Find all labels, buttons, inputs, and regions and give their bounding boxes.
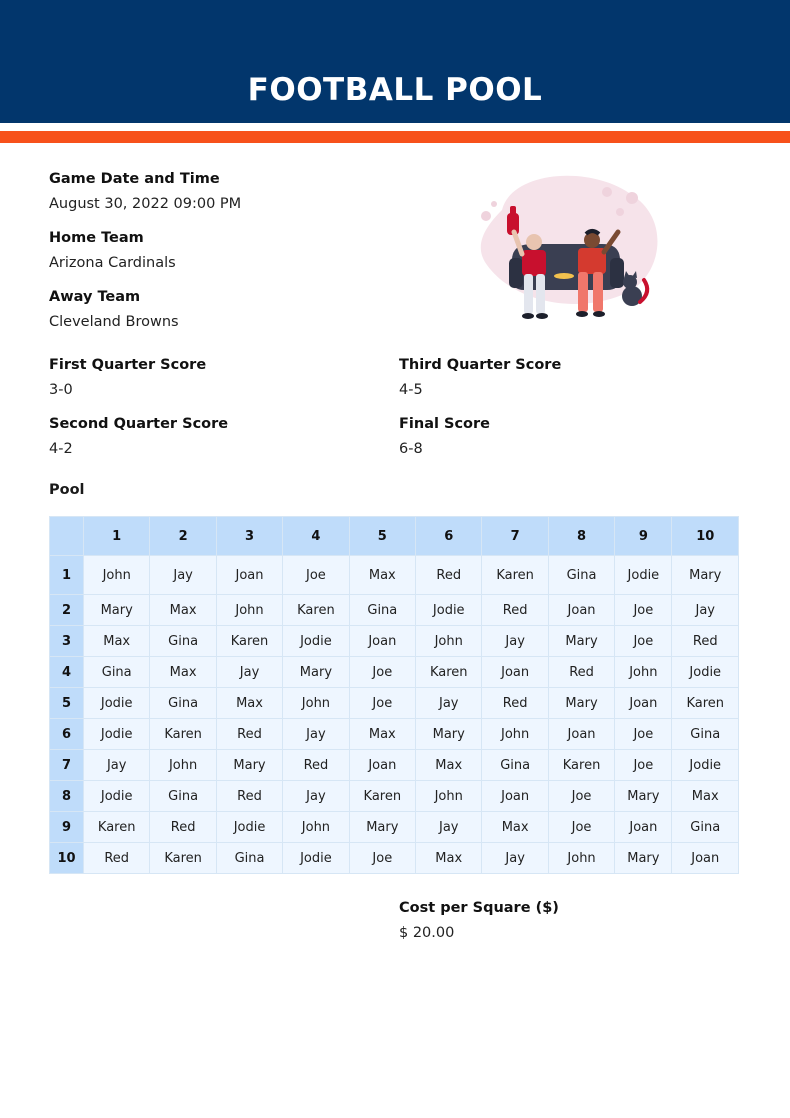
- first-quarter-value: 3-0: [49, 382, 73, 398]
- pool-column-header: 4: [283, 517, 349, 556]
- pool-cell: Red: [672, 626, 739, 657]
- pool-row-header: 4: [50, 657, 84, 688]
- away-team-field: [49, 287, 179, 332]
- pool-cell: John: [416, 781, 482, 812]
- pool-row-header: 10: [50, 843, 84, 874]
- pool-cell: Jay: [84, 750, 150, 781]
- pool-cell: Gina: [548, 556, 614, 595]
- second-quarter-field: [49, 414, 228, 459]
- game-date-value: August 30, 2022 09:00 PM: [49, 196, 242, 212]
- home-team-label: Home Team: [49, 230, 144, 246]
- page-title: FOOTBALL POOL: [247, 72, 543, 108]
- pool-cell: Jodie: [615, 556, 672, 595]
- home-team-value: Arizona Cardinals: [49, 255, 176, 271]
- pool-cell: Jay: [482, 626, 548, 657]
- pool-cell: Jodie: [416, 595, 482, 626]
- header-banner: [0, 0, 790, 123]
- pool-cell: Joan: [482, 657, 548, 688]
- pool-row-header: 2: [50, 595, 84, 626]
- pool-cell: Karen: [416, 657, 482, 688]
- pool-cell: Joan: [349, 626, 415, 657]
- pool-column-header: 9: [615, 517, 672, 556]
- pool-cell: Karen: [84, 812, 150, 843]
- third-quarter-label: Third Quarter Score: [399, 357, 562, 373]
- pool-column-header: 8: [548, 517, 614, 556]
- pool-cell: Joan: [615, 688, 672, 719]
- game-date-field: [49, 169, 241, 214]
- pool-row-header: 8: [50, 781, 84, 812]
- pool-cell: Gina: [672, 719, 739, 750]
- pool-cell: Jay: [416, 812, 482, 843]
- pool-cell: John: [216, 595, 282, 626]
- pool-cell: Jay: [283, 719, 349, 750]
- pool-cell: Max: [150, 595, 216, 626]
- pool-cell: Red: [482, 688, 548, 719]
- pool-cell: John: [615, 657, 672, 688]
- pool-cell: Mary: [548, 688, 614, 719]
- pool-cell: Mary: [84, 595, 150, 626]
- table-row: [50, 843, 739, 874]
- pool-cell: Red: [84, 843, 150, 874]
- pool-cell: Jodie: [672, 657, 739, 688]
- pool-cell: John: [150, 750, 216, 781]
- pool-cell: John: [283, 812, 349, 843]
- pool-cell: John: [482, 719, 548, 750]
- pool-cell: Joan: [216, 556, 282, 595]
- accent-divider: [0, 131, 790, 143]
- pool-cell: Jodie: [216, 812, 282, 843]
- pool-cell: Joe: [283, 556, 349, 595]
- pool-cell: Jay: [672, 595, 739, 626]
- pool-cell: Max: [150, 657, 216, 688]
- pool-cell: Max: [349, 719, 415, 750]
- pool-cell: Max: [416, 843, 482, 874]
- pool-cell: John: [416, 626, 482, 657]
- pool-cell: Joe: [548, 812, 614, 843]
- pool-cell: Max: [672, 781, 739, 812]
- pool-cell: Joan: [615, 812, 672, 843]
- pool-cell: Gina: [672, 812, 739, 843]
- final-score-label: Final Score: [399, 416, 490, 432]
- pool-column-header: 10: [672, 517, 739, 556]
- pool-cell: Mary: [672, 556, 739, 595]
- pool-cell: Gina: [150, 626, 216, 657]
- pool-cell: Red: [416, 556, 482, 595]
- pool-cell: Gina: [349, 595, 415, 626]
- home-team-field: [49, 228, 176, 273]
- away-team-value: Cleveland Browns: [49, 314, 179, 330]
- pool-cell: John: [283, 688, 349, 719]
- pool-cell: Joe: [615, 719, 672, 750]
- pool-cell: Jodie: [283, 626, 349, 657]
- pool-row-header: 3: [50, 626, 84, 657]
- pool-cell: Karen: [349, 781, 415, 812]
- fans-watching-football-illustration: [472, 170, 672, 330]
- table-row: [50, 719, 739, 750]
- pool-grid: [49, 516, 739, 874]
- pool-cell: Joe: [349, 688, 415, 719]
- pool-cell: Joan: [349, 750, 415, 781]
- second-quarter-label: Second Quarter Score: [49, 416, 229, 432]
- pool-cell: Max: [416, 750, 482, 781]
- first-quarter-label: First Quarter Score: [49, 357, 207, 373]
- pool-cell: Joe: [615, 626, 672, 657]
- cost-per-square-label: Cost per Square ($): [399, 900, 559, 916]
- pool-column-header: 5: [349, 517, 415, 556]
- pool-cell: Red: [150, 812, 216, 843]
- pool-column-header: 3: [216, 517, 282, 556]
- pool-cell: Red: [216, 719, 282, 750]
- table-row: [50, 626, 739, 657]
- table-row: [50, 556, 739, 595]
- pool-cell: Jay: [416, 688, 482, 719]
- pool-cell: Joan: [548, 719, 614, 750]
- pool-cell: Joe: [615, 595, 672, 626]
- pool-cell: Jodie: [84, 781, 150, 812]
- pool-column-header: 6: [416, 517, 482, 556]
- pool-corner-cell: [50, 517, 84, 556]
- pool-cell: Jay: [283, 781, 349, 812]
- pool-column-header: 2: [150, 517, 216, 556]
- pool-cell: Jay: [150, 556, 216, 595]
- third-quarter-field: [399, 355, 561, 400]
- pool-cell: Gina: [150, 781, 216, 812]
- pool-cell: Karen: [150, 843, 216, 874]
- pool-cell: Max: [482, 812, 548, 843]
- pool-cell: Joe: [548, 781, 614, 812]
- pool-cell: Max: [216, 688, 282, 719]
- table-row: [50, 781, 739, 812]
- first-quarter-field: [49, 355, 206, 400]
- pool-cell: Max: [349, 556, 415, 595]
- pool-cell: Karen: [548, 750, 614, 781]
- pool-cell: Jodie: [283, 843, 349, 874]
- pool-column-header: 1: [84, 517, 150, 556]
- pool-cell: Jay: [216, 657, 282, 688]
- pool-cell: Joe: [349, 657, 415, 688]
- pool-row-header: 7: [50, 750, 84, 781]
- pool-column-header: 7: [482, 517, 548, 556]
- final-score-value: 6-8: [399, 441, 423, 457]
- pool-cell: Jodie: [84, 719, 150, 750]
- pool-cell: Karen: [283, 595, 349, 626]
- pool-row-header: 1: [50, 556, 84, 595]
- pool-cell: Mary: [349, 812, 415, 843]
- cost-per-square-value: $ 20.00: [399, 925, 455, 941]
- table-row: [50, 812, 739, 843]
- pool-row-header: 9: [50, 812, 84, 843]
- pool-cell: Joan: [548, 595, 614, 626]
- third-quarter-value: 4-5: [399, 382, 423, 398]
- game-date-label: Game Date and Time: [49, 171, 220, 187]
- pool-cell: Max: [84, 626, 150, 657]
- pool-cell: Karen: [672, 688, 739, 719]
- pool-cell: John: [548, 843, 614, 874]
- pool-cell: Gina: [482, 750, 548, 781]
- pool-cell: Karen: [482, 556, 548, 595]
- pool-cell: Joan: [672, 843, 739, 874]
- pool-cell: John: [84, 556, 150, 595]
- pool-cell: Mary: [216, 750, 282, 781]
- pool-cell: Karen: [150, 719, 216, 750]
- pool-cell: Red: [283, 750, 349, 781]
- table-row: [50, 595, 739, 626]
- pool-cell: Mary: [283, 657, 349, 688]
- cost-per-square-field: [399, 898, 559, 943]
- away-team-label: Away Team: [49, 289, 141, 305]
- pool-cell: Joan: [482, 781, 548, 812]
- pool-cell: Jay: [482, 843, 548, 874]
- pool-cell: Red: [216, 781, 282, 812]
- table-row: [50, 750, 739, 781]
- pool-cell: Gina: [216, 843, 282, 874]
- pool-cell: Jodie: [672, 750, 739, 781]
- pool-cell: Jodie: [84, 688, 150, 719]
- second-quarter-value: 4-2: [49, 441, 73, 457]
- pool-label: Pool: [49, 482, 85, 498]
- pool-cell: Red: [482, 595, 548, 626]
- pool-cell: Gina: [84, 657, 150, 688]
- pool-cell: Mary: [548, 626, 614, 657]
- pool-header-row: [50, 517, 739, 556]
- pool-row-header: 6: [50, 719, 84, 750]
- pool-cell: Karen: [216, 626, 282, 657]
- pool-row-header: 5: [50, 688, 84, 719]
- final-score-field: [399, 414, 490, 459]
- pool-cell: Mary: [615, 781, 672, 812]
- pool-cell: Mary: [416, 719, 482, 750]
- pool-cell: Joe: [615, 750, 672, 781]
- pool-cell: Gina: [150, 688, 216, 719]
- pool-cell: Red: [548, 657, 614, 688]
- table-row: [50, 657, 739, 688]
- pool-cell: Joe: [349, 843, 415, 874]
- pool-cell: Mary: [615, 843, 672, 874]
- table-row: [50, 688, 739, 719]
